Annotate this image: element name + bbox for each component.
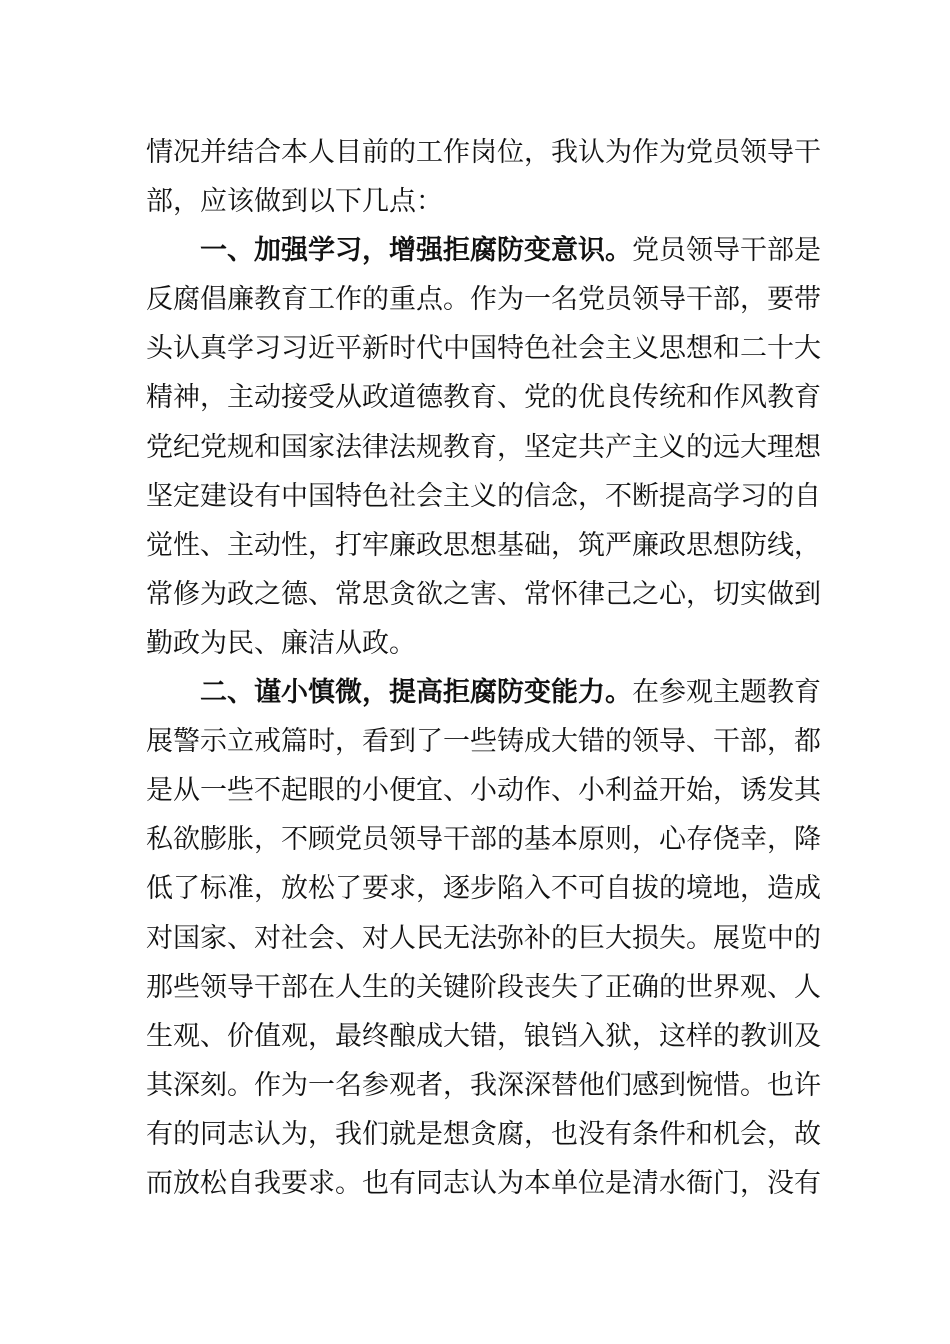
paragraph-line: 其深刻。作为一名参观者，我深深替他们感到惋惜。也许 — [146, 1069, 821, 1101]
document-body — [146, 128, 821, 1208]
paragraph-line: 坚定建设有中国特色社会主义的信念，不断提高学习的自 — [146, 480, 821, 512]
paragraph-line: 生观、价值观，最终酿成大错，锒铛入狱，这样的教训及 — [146, 1020, 821, 1052]
paragraph-line: 常修为政之德、常思贪欲之害、常怀律己之心，切实做到 — [146, 578, 821, 610]
paragraph-line: 那些领导干部在人生的关键阶段丧失了正确的世界观、人 — [146, 971, 821, 1003]
paragraph-line: 党纪党规和国家法律法规教育，坚定共产主义的远大理想 — [146, 431, 821, 463]
paragraph-line: 有的同志认为，我们就是想贪腐，也没有条件和机会，故 — [146, 1118, 821, 1150]
paragraph-line: 反腐倡廉教育工作的重点。作为一名党员领导干部，要带 — [146, 284, 821, 316]
paragraph-line: 精神，主动接受从政道德教育、党的优良传统和作风教育 — [146, 382, 821, 414]
paragraph-line: 部，应该做到以下几点： — [146, 186, 443, 218]
paragraph-line: 而放松自我要求。也有同志认为本单位是清水衙门，没有 — [146, 1167, 821, 1199]
paragraph-line: 是从一些不起眼的小便宜、小动作、小利益开始，诱发其 — [146, 775, 821, 807]
paragraph-line: 情况并结合本人目前的工作岗位，我认为作为党员领导干 — [146, 137, 821, 168]
paragraph-line: 低了标准，放松了要求，逐步陷入不可自拔的境地，造成 — [146, 873, 821, 905]
paragraph-line: 勤政为民、廉洁从政。 — [146, 627, 416, 659]
section-heading: 二、谨小慎微，提高拒腐防变能力。 — [200, 677, 632, 709]
paragraph-line: 觉性、主动性，打牢廉政思想基础，筑严廉政思想防线， — [146, 529, 821, 561]
paragraph-line: 对国家、对社会、对人民无法弥补的巨大损失。展览中的 — [146, 922, 821, 954]
paragraph-line: 私欲膨胀，不顾党员领导干部的基本原则，心存侥幸，降 — [146, 824, 821, 856]
paragraph-line: 头认真学习习近平新时代中国特色社会主义思想和二十大 — [146, 333, 821, 365]
paragraph-first-line — [146, 226, 821, 275]
paragraph-text: 在参观主题教育 — [632, 677, 821, 709]
paragraph-text: 党员领导干部是 — [632, 235, 821, 267]
section-heading: 一、加强学习，增强拒腐防变意识。 — [200, 235, 632, 267]
paragraph-first-line — [146, 668, 821, 717]
paragraph-line: 展警示立戒篇时，看到了一些铸成大错的领导、干部，都 — [146, 726, 821, 758]
